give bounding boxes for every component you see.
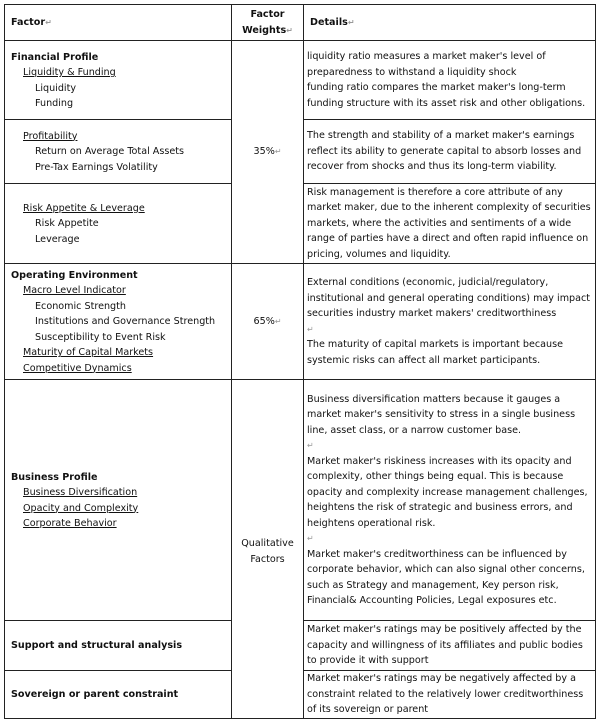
leverage-label: Leverage bbox=[35, 233, 80, 245]
financial-profile-title: Financial Profile bbox=[11, 51, 99, 63]
detail-cell: External conditions (economic, judicial/regulatory, institutional and general operating conditions) may impact securities industry market makers' creditworthiness ↵ The maturity of capital markets is important because systemic risks can affect all market participants. bbox=[304, 264, 596, 380]
factor-cell bbox=[5, 184, 232, 264]
risk-appetite-heading: Risk Appetite & Leverage bbox=[23, 202, 145, 214]
detail-cell: Business diversification matters because it gauges a market maker's sensitivity to stress in a single business line, asset class, or a narrow customer base. ↵ Market maker's riskiness increases with its opacity and complexity, other things being equal. This is because opacity and complexity increase management challenges, heightens the risk of strategic and business errors, and heightens operational risk. ↵ Market maker's creditworthiness can be influenced by corporate behavior, which can also signal other concerns, such as Strategy and management, Key person risk, Financial& Accounting Policies, Legal exposures etc. bbox=[304, 380, 596, 621]
liquidity-funding-heading: Liquidity & Funding bbox=[23, 67, 116, 78]
factor-table bbox=[4, 4, 596, 719]
sovereign-detail: Market maker's ratings may be negatively affected by a constraint related to the relatively lower creditworthiness of its sovereign or parent bbox=[304, 671, 596, 719]
profitability-heading: Profitability bbox=[23, 130, 78, 142]
risk-appetite-label: Risk Appetite bbox=[35, 218, 99, 230]
detail-cell bbox=[304, 41, 596, 120]
business-diversification-heading: Business Diversification bbox=[23, 487, 138, 498]
pretax-label: Pre-Tax Earnings Volatility bbox=[35, 161, 158, 173]
funding-detail: funding ratio compares the market maker's long-term funding structure with its asset risk and other obligations. bbox=[307, 82, 586, 109]
economic-strength-label: Economic Strength bbox=[35, 300, 126, 312]
table-row bbox=[5, 264, 596, 380]
susceptibility-label: Susceptibility to Event Risk bbox=[35, 331, 166, 343]
business-detail-1: Business diversification matters because it gauges a market maker's sensitivity to stress in a single business line, asset class, or a narrow customer base. bbox=[307, 393, 576, 436]
risk-detail: Risk management is therefore a core attribute of any market maker, due to the inherent complexity of securities markets, where the activities and sentiments of a wide range of parties have a direct and often rapid influence on pricing, volumes and liquidity. bbox=[304, 184, 596, 264]
funding-label: Funding bbox=[35, 98, 74, 109]
operating-detail-2: The maturity of capital markets is important because systemic risks can affect all market participants. bbox=[307, 339, 564, 366]
financial-weight-cell: 35%↵ bbox=[232, 41, 304, 264]
macro-indicator-heading: Macro Level Indicator bbox=[23, 285, 126, 297]
business-profile-title: Business Profile bbox=[11, 471, 98, 483]
business-detail-3: Market maker's creditworthiness can be influenced by corporate behavior, which can also signal other concerns, such as Strategy and management, Key person risk, Financial& Accounting Policies, Legal exposures etc. bbox=[307, 548, 585, 606]
roata-label: Return on Average Total Assets bbox=[35, 146, 185, 158]
competitive-heading: Competitive Dynamics bbox=[23, 362, 132, 374]
operating-environment-title: Operating Environment bbox=[11, 269, 138, 281]
factor-cell bbox=[5, 41, 232, 120]
factor-cell bbox=[5, 120, 232, 184]
details-header: Details↵ bbox=[304, 5, 596, 41]
factor-cell bbox=[5, 380, 232, 621]
sovereign-title: Sovereign or parent constraint bbox=[5, 671, 232, 719]
header-row bbox=[5, 5, 596, 41]
opacity-heading: Opacity and Complexity bbox=[23, 502, 139, 514]
support-title: Support and structural analysis bbox=[5, 621, 232, 671]
table-row bbox=[5, 41, 596, 120]
profitability-detail: The strength and stability of a market maker's earnings reflect its ability to generate capital to absorb losses and recover from shocks and thus its long-term viability. bbox=[304, 120, 596, 184]
maturity-heading: Maturity of Capital Markets bbox=[23, 347, 154, 359]
qualitative-factors-label: Qualitative Factors bbox=[241, 538, 294, 565]
factor-header: Factor↵ bbox=[5, 5, 232, 41]
operating-detail-1: External conditions (economic, judicial/regulatory, institutional and general operating conditions) may impact securities industry market makers' creditworthiness bbox=[307, 277, 591, 319]
qualitative-weight-cell bbox=[232, 380, 304, 719]
weights-header: Factor Weights↵ bbox=[232, 5, 304, 41]
table-row bbox=[5, 380, 596, 621]
corporate-behavior-heading: Corporate Behavior bbox=[23, 518, 117, 529]
institutions-label: Institutions and Governance Strength bbox=[35, 316, 216, 328]
support-detail: Market maker's ratings may be positively affected by the capacity and willingness of its affiliates and public bodies to provide it with support bbox=[304, 621, 596, 671]
operating-weight-cell: 65%↵ bbox=[232, 264, 304, 380]
liquidity-label: Liquidity bbox=[35, 82, 77, 94]
business-detail-2: Market maker's riskiness increases with its opacity and complexity, other things being equal. This is because opacity and complexity increase management challenges, heightens the risk of strategic and business errors, and heightens operational risk. bbox=[307, 455, 588, 529]
liquidity-detail: liquidity ratio measures a market maker's level of preparedness to withstand a liquidity shock bbox=[307, 51, 546, 78]
factor-cell bbox=[5, 264, 232, 380]
